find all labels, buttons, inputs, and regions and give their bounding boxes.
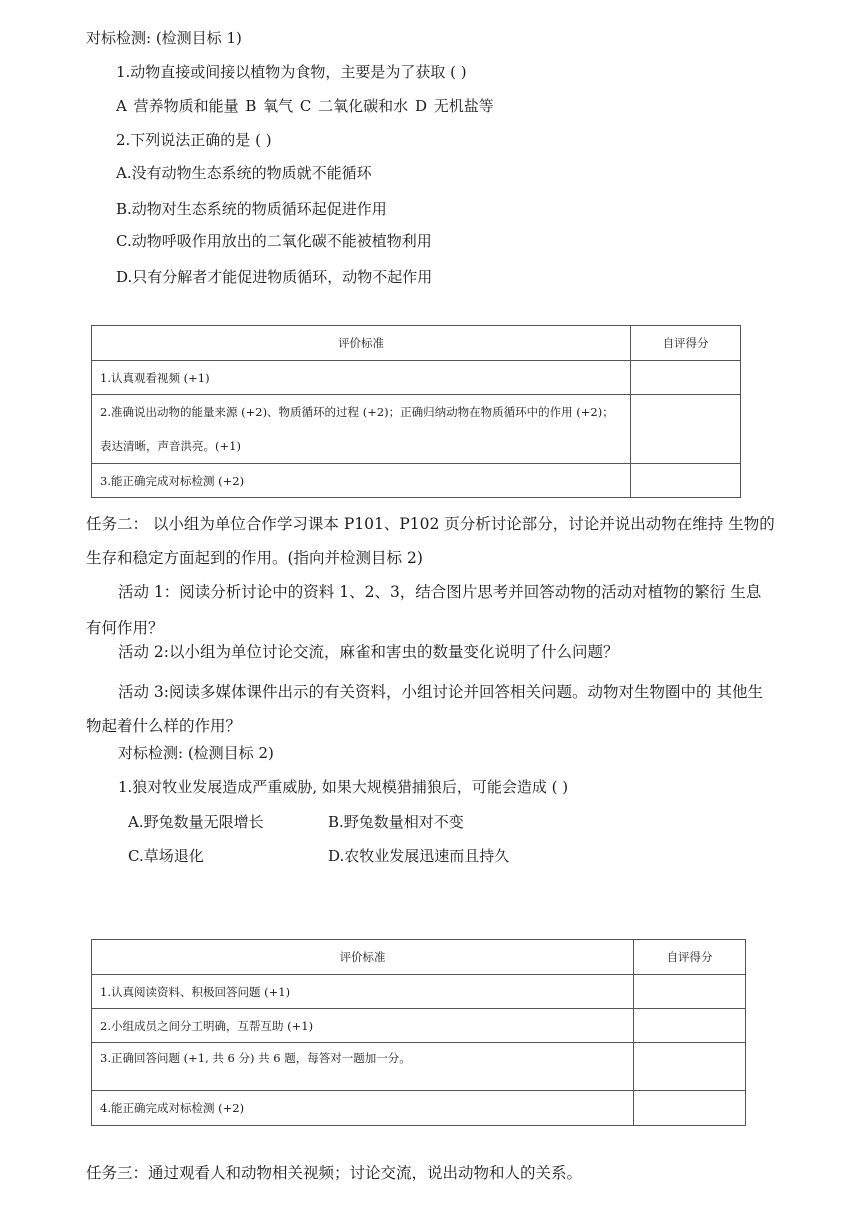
activity-1: 活动 1：阅读分析讨论中的资料 1、2、3，结合图片思考并回答动物的活动对植物的繁衍 生息有何作用？	[86, 583, 762, 637]
criteria-cell: 1.认真阅读资料、积极回答问题 (+1)	[92, 975, 634, 1009]
task2-option-a: A.野兔数量无限增长	[128, 813, 264, 831]
table-row	[92, 1009, 746, 1043]
section1-heading: 对标检测: (检测目标 1)	[86, 29, 242, 47]
header-score: 自评得分	[634, 940, 746, 975]
table-row	[92, 1091, 746, 1126]
evaluation-table-1	[91, 325, 741, 498]
criteria-cell: 2.小组成员之间分工明确，互帮互助 (+1)	[92, 1009, 634, 1043]
table-row	[92, 975, 746, 1009]
table-header-row	[92, 940, 746, 975]
header-score: 自评得分	[631, 326, 741, 361]
table-row	[92, 464, 741, 498]
activity-2: 活动 2:以小组为单位讨论交流，麻雀和害虫的数量变化说明了什么问题？	[118, 643, 619, 661]
criteria-cell: 1.认真观看视频 (+1)	[92, 361, 631, 395]
table-row	[92, 361, 741, 395]
score-cell[interactable]	[631, 361, 741, 395]
question-2: 2.下列说法正确的是 ( )	[116, 131, 272, 149]
question-2-option-d: D.只有分解者才能促进物质循环，动物不起作用	[116, 268, 433, 286]
score-cell[interactable]	[634, 1091, 746, 1126]
score-cell[interactable]	[634, 1043, 746, 1091]
question-1-options: A 营养物质和能量 B 氧气 C 二氧化碳和水 D 无机盐等	[116, 97, 494, 115]
criteria-cell: 3.正确回答问题 (+1, 共 6 分) 共 6 题，每答对一题加一分。	[92, 1043, 634, 1091]
task2-option-d: D.农牧业发展迅速而且持久	[328, 847, 510, 865]
table-header-row	[92, 326, 741, 361]
criteria-cell: 3.能正确完成对标检测 (+2)	[92, 464, 631, 498]
question-1: 1.动物直接或间接以植物为食物，主要是为了获取 ( )	[116, 63, 467, 81]
table-row	[92, 1043, 746, 1091]
task2-option-b: B.野兔数量相对不变	[328, 813, 464, 831]
task2-check-heading: 对标检测: (检测目标 2)	[118, 744, 274, 762]
question-2-option-b: B.动物对生态系统的物质循环起促进作用	[116, 200, 387, 218]
question-2-option-a: A.没有动物生态系统的物质就不能循环	[116, 164, 372, 182]
criteria-cell: 4.能正确完成对标检测 (+2)	[92, 1091, 634, 1126]
score-cell[interactable]	[631, 395, 741, 464]
header-criteria: 评价标准	[92, 940, 634, 975]
table-row	[92, 395, 741, 464]
task3-intro: 任务三：通过观看人和动物相关视频；讨论交流，说出动物和人的关系。	[86, 1164, 583, 1182]
task2-option-c: C.草场退化	[128, 847, 204, 865]
header-criteria: 评价标准	[92, 326, 631, 361]
task2-intro: 任务二： 以小组为单位合作学习课本 P101、P102 页分析讨论部分，讨论并说出动物在维持 生物的生存和稳定方面起到的作用。(指向并检测目标 2)	[86, 515, 775, 567]
task2-question-1: 1.狼对牧业发展造成严重威胁, 如果大规模猎捕狼后，可能会造成 ( )	[118, 778, 569, 796]
score-cell[interactable]	[634, 1009, 746, 1043]
score-cell[interactable]	[634, 975, 746, 1009]
criteria-cell: 2.准确说出动物的能量来源 (+2)、物质循环的过程 (+2)；正确归纳动物在物质循环中的作用 (+2)；表达清晰，声音洪亮。(+1)	[92, 395, 631, 464]
question-2-option-c: C.动物呼吸作用放出的二氧化碳不能被植物利用	[116, 232, 432, 250]
activity-3: 活动 3:阅读多媒体课件出示的有关资料，小组讨论并回答相关问题。动物对生物圈中的 其他生物起着什么样的作用？	[86, 683, 763, 735]
score-cell[interactable]	[631, 464, 741, 498]
evaluation-table-2	[91, 939, 746, 1126]
